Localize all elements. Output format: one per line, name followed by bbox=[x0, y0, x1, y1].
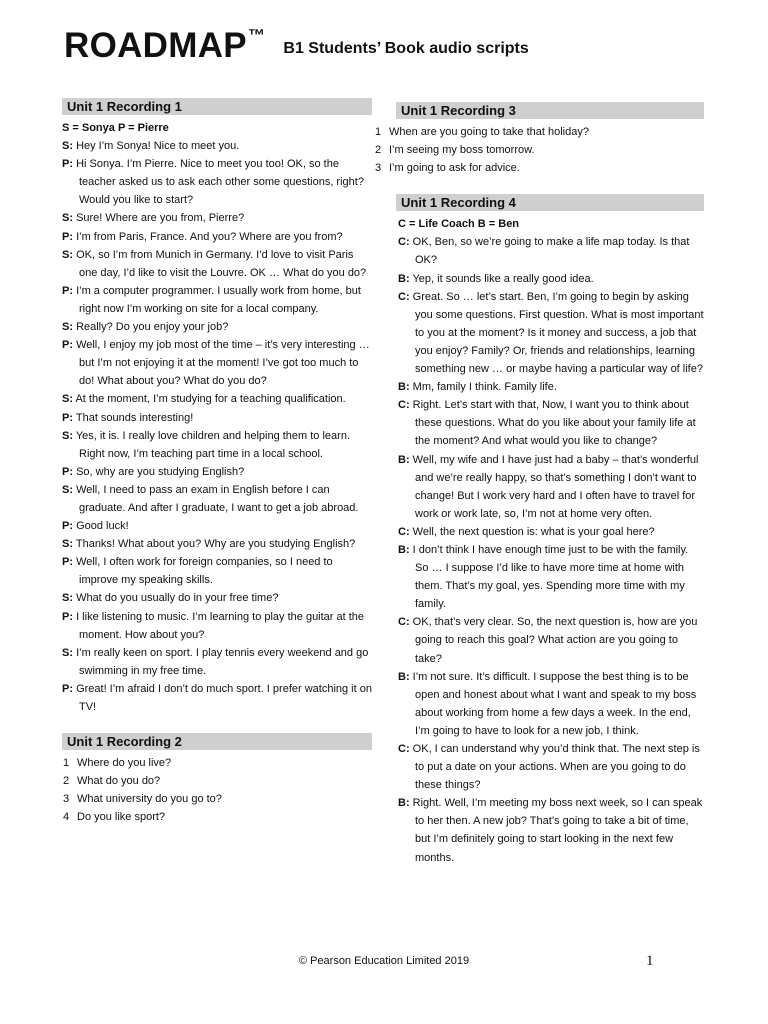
speaker-label: B: bbox=[398, 543, 410, 556]
dialogue-text: Hi Sonya. I’m Pierre. Nice to meet you too! OK, so the teacher asked us to ask each other some questions, right? Would you like to start? bbox=[76, 158, 364, 207]
dialogue-line bbox=[62, 209, 372, 227]
speaker-label: P: bbox=[62, 556, 73, 569]
dialogue-text: I’m a computer programmer. I usually work from home, but right now I’m working on site for a local company. bbox=[76, 284, 361, 315]
speaker-label: C: bbox=[398, 236, 410, 249]
list-item bbox=[62, 772, 372, 790]
dialogue-text: I’m from Paris, France. And you? Where are you from? bbox=[76, 230, 343, 243]
trademark-symbol: ™ bbox=[247, 26, 265, 45]
dialogue-text: I like listening to music. I’m learning to play the guitar at the moment. How about you? bbox=[76, 610, 365, 641]
dialogue-line bbox=[398, 233, 704, 269]
brand-logo-text: ROADMAP bbox=[64, 26, 247, 65]
section-heading-unit1-rec1: Unit 1 Recording 1 bbox=[62, 98, 372, 115]
dialogue-line bbox=[398, 523, 704, 541]
dialogue-line bbox=[62, 535, 372, 553]
dialogue-text: Right. Well, I’m meeting my boss next week, so I can speak to her then. A new job? That’s going to take a bit of time, but I’m definitely going to start looking in the next few months. bbox=[412, 797, 703, 864]
list-item-number: 1 bbox=[375, 126, 382, 138]
page-header bbox=[64, 26, 529, 66]
list-item bbox=[62, 808, 372, 826]
list-item-text: What do you do? bbox=[77, 775, 161, 788]
dialogue-line bbox=[62, 409, 372, 427]
speaker-label: C: bbox=[398, 743, 410, 755]
speaker-label: S: bbox=[62, 429, 73, 442]
dialogue-line bbox=[398, 378, 704, 396]
speaker-label: P: bbox=[62, 465, 73, 478]
question-list-unit1-rec2 bbox=[62, 754, 372, 826]
list-item-number: 3 bbox=[63, 793, 70, 806]
dialogue-unit1-rec1 bbox=[62, 137, 372, 716]
page-number: 1 bbox=[646, 953, 654, 969]
list-item-text: I’m seeing my boss tomorrow. bbox=[389, 144, 535, 157]
dialogue-line bbox=[398, 270, 704, 288]
dialogue-line bbox=[398, 794, 704, 866]
list-item-text: I’m going to ask for advice. bbox=[389, 162, 520, 175]
list-item bbox=[62, 790, 372, 808]
speaker-label: P: bbox=[62, 230, 73, 243]
list-item-number: 1 bbox=[63, 757, 70, 770]
dialogue-line bbox=[62, 228, 372, 246]
dialogue-text: Yep, it sounds like a really good idea. bbox=[412, 272, 594, 285]
speaker-label: S: bbox=[62, 592, 73, 605]
dialogue-line bbox=[398, 668, 704, 740]
dialogue-line bbox=[62, 336, 372, 390]
list-item-text: When are you going to take that holiday? bbox=[389, 126, 589, 138]
speaker-label: C: bbox=[398, 399, 410, 412]
dialogue-text: Well, my wife and I have just had a baby – that’s wonderful and we’re really happy, so that’s something I don’t want to change! But I work very hard and I often have to travel for work or work late, so, I’m not at home very often. bbox=[412, 453, 699, 520]
right-column bbox=[374, 102, 704, 867]
dialogue-line bbox=[398, 740, 704, 794]
dialogue-text: Well, I need to pass an exam in English before I can graduate. And after I graduate, I want to get a job abroad. bbox=[76, 483, 359, 514]
list-item-number: 3 bbox=[375, 162, 382, 175]
dialogue-line bbox=[62, 282, 372, 318]
section-heading-unit1-rec4: Unit 1 Recording 4 bbox=[396, 194, 704, 211]
dialogue-text: OK, so I’m from Munich in Germany. I’d love to visit Paris one day, I’d like to visit the Louvre. OK … What do you do? bbox=[76, 248, 367, 279]
speaker-label: C: bbox=[398, 616, 410, 629]
speaker-legend: S = Sonya P = Pierre bbox=[62, 122, 169, 134]
speaker-label: P: bbox=[62, 284, 73, 297]
speaker-label: S: bbox=[62, 483, 73, 496]
dialogue-line bbox=[62, 608, 372, 644]
dialogue-text: Great! I’m afraid I don’t do much sport. I prefer watching it on TV! bbox=[76, 682, 372, 713]
dialogue-line bbox=[398, 613, 704, 667]
dialogue-line bbox=[62, 390, 372, 408]
dialogue-text: So, why are you studying English? bbox=[76, 465, 245, 478]
list-item-text: Do you like sport? bbox=[77, 811, 166, 824]
dialogue-text: OK, I can understand why you’d think that. The next step is to put a date on your actions. When are you going to do these things? bbox=[412, 743, 700, 792]
dialogue-text: OK, that’s very clear. So, the next question is, how are you going to reach this goal? What action are you going to take? bbox=[412, 616, 698, 665]
dialogue-text: Good luck! bbox=[76, 520, 129, 533]
dialogue-line bbox=[398, 541, 704, 613]
speaker-label: S: bbox=[62, 538, 73, 551]
document-subtitle: B1 Students’ Book audio scripts bbox=[283, 40, 529, 57]
sentence-list-unit1-rec3 bbox=[374, 123, 704, 177]
dialogue-text: Great. So … let’s start. Ben, I’m going to begin by asking you some questions. First question. What is most important to you at the moment? Is it money and success, a job that you enjoy? Family? Or, friends and relationships, learning something new … or maybe having a particular way of life? bbox=[412, 290, 704, 376]
dialogue-text: Well, the next question is: what is your goal here? bbox=[412, 525, 655, 538]
dialogue-text: I’m really keen on sport. I play tennis every weekend and go swimming in my free time. bbox=[76, 646, 369, 677]
section-heading-unit1-rec2: Unit 1 Recording 2 bbox=[62, 733, 372, 750]
dialogue-text: Well, I often work for foreign companies, so I need to improve my speaking skills. bbox=[76, 556, 333, 587]
section-heading-unit1-rec3: Unit 1 Recording 3 bbox=[396, 102, 704, 119]
list-item-text: What university do you go to? bbox=[77, 793, 222, 806]
speaker-label: B: bbox=[398, 797, 410, 810]
dialogue-text: Right. Let’s start with that, Now, I want you to think about these questions. What do you like about your family life at the moment? And what would you like to change? bbox=[412, 399, 696, 448]
list-item bbox=[374, 123, 704, 141]
speaker-label: P: bbox=[62, 520, 73, 533]
dialogue-line bbox=[62, 463, 372, 481]
dialogue-line bbox=[398, 396, 704, 450]
speaker-label: B: bbox=[398, 272, 410, 285]
dialogue-line bbox=[398, 451, 704, 523]
copyright-footer: © Pearson Education Limited 2019 bbox=[298, 955, 470, 967]
dialogue-line bbox=[62, 553, 372, 589]
speaker-label: P: bbox=[62, 682, 73, 695]
dialogue-text: Thanks! What about you? Why are you studying English? bbox=[75, 538, 356, 551]
list-item bbox=[374, 141, 704, 159]
speaker-label: P: bbox=[62, 411, 73, 424]
dialogue-text: Sure! Where are you from, Pierre? bbox=[76, 212, 245, 225]
dialogue-text: Hey I’m Sonya! Nice to meet you. bbox=[76, 140, 240, 153]
dialogue-line bbox=[62, 318, 372, 336]
dialogue-text: I’m not sure. It’s difficult. I suppose the best thing is to be open and honest about what I want and speak to my boss about working from home a few days a week. In the end, I’m going to have to look for a new job, I think. bbox=[412, 670, 697, 737]
dialogue-text: Mm, family I think. Family life. bbox=[412, 381, 557, 394]
dialogue-line bbox=[62, 644, 372, 680]
list-item-number: 2 bbox=[375, 144, 382, 157]
dialogue-line bbox=[62, 680, 372, 716]
speaker-label: S: bbox=[62, 212, 73, 225]
dialogue-line bbox=[62, 137, 372, 155]
speaker-label: S: bbox=[62, 393, 73, 406]
speaker-label: S: bbox=[62, 248, 73, 261]
dialogue-line bbox=[62, 427, 372, 463]
dialogue-line bbox=[62, 246, 372, 282]
dialogue-text: I don’t think I have enough time just to be with the family. So … I suppose I’d like to have more time at home with them. That’s my goal, yes. Spending more time with my family. bbox=[412, 543, 689, 611]
speaker-label: C: bbox=[398, 525, 410, 538]
dialogue-line bbox=[62, 589, 372, 607]
list-item-number: 4 bbox=[63, 811, 70, 824]
dialogue-text: At the moment, I’m studying for a teaching qualification. bbox=[75, 393, 346, 406]
dialogue-text: Yes, it is. I really love children and helping them to learn. Right now, I’m teaching part time in a local school. bbox=[75, 429, 350, 460]
dialogue-text: What do you usually do in your free time? bbox=[76, 592, 279, 605]
speaker-label: C: bbox=[398, 290, 410, 303]
list-item-number: 2 bbox=[63, 775, 70, 788]
dialogue-line bbox=[62, 517, 372, 535]
dialogue-line bbox=[62, 155, 372, 209]
dialogue-text: That sounds interesting! bbox=[75, 411, 194, 424]
dialogue-unit1-rec4 bbox=[374, 233, 704, 866]
dialogue-text: Well, I enjoy my job most of the time – it’s very interesting … but I’m not enjoying it at the moment! I’ve got too much to do! What about you? What do you do? bbox=[76, 339, 370, 388]
list-item-text: Where do you live? bbox=[77, 757, 172, 770]
speaker-legend: C = Life Coach B = Ben bbox=[398, 218, 520, 231]
speaker-label: B: bbox=[398, 381, 410, 394]
left-column bbox=[62, 98, 372, 826]
speaker-label: P: bbox=[62, 610, 73, 623]
list-item bbox=[62, 754, 372, 772]
speaker-label: P: bbox=[62, 158, 73, 171]
speaker-label: S: bbox=[62, 140, 73, 153]
speaker-label: B: bbox=[398, 453, 410, 466]
speaker-label: S: bbox=[62, 321, 73, 334]
dialogue-text: Really? Do you enjoy your job? bbox=[76, 321, 229, 334]
speaker-label: P: bbox=[62, 339, 73, 352]
speaker-label: S: bbox=[62, 646, 73, 659]
dialogue-line bbox=[62, 481, 372, 517]
speaker-label: B: bbox=[398, 670, 410, 683]
dialogue-line bbox=[398, 288, 704, 378]
list-item bbox=[374, 159, 704, 177]
dialogue-text: OK, Ben, so we’re going to make a life map today. Is that OK? bbox=[412, 236, 690, 267]
